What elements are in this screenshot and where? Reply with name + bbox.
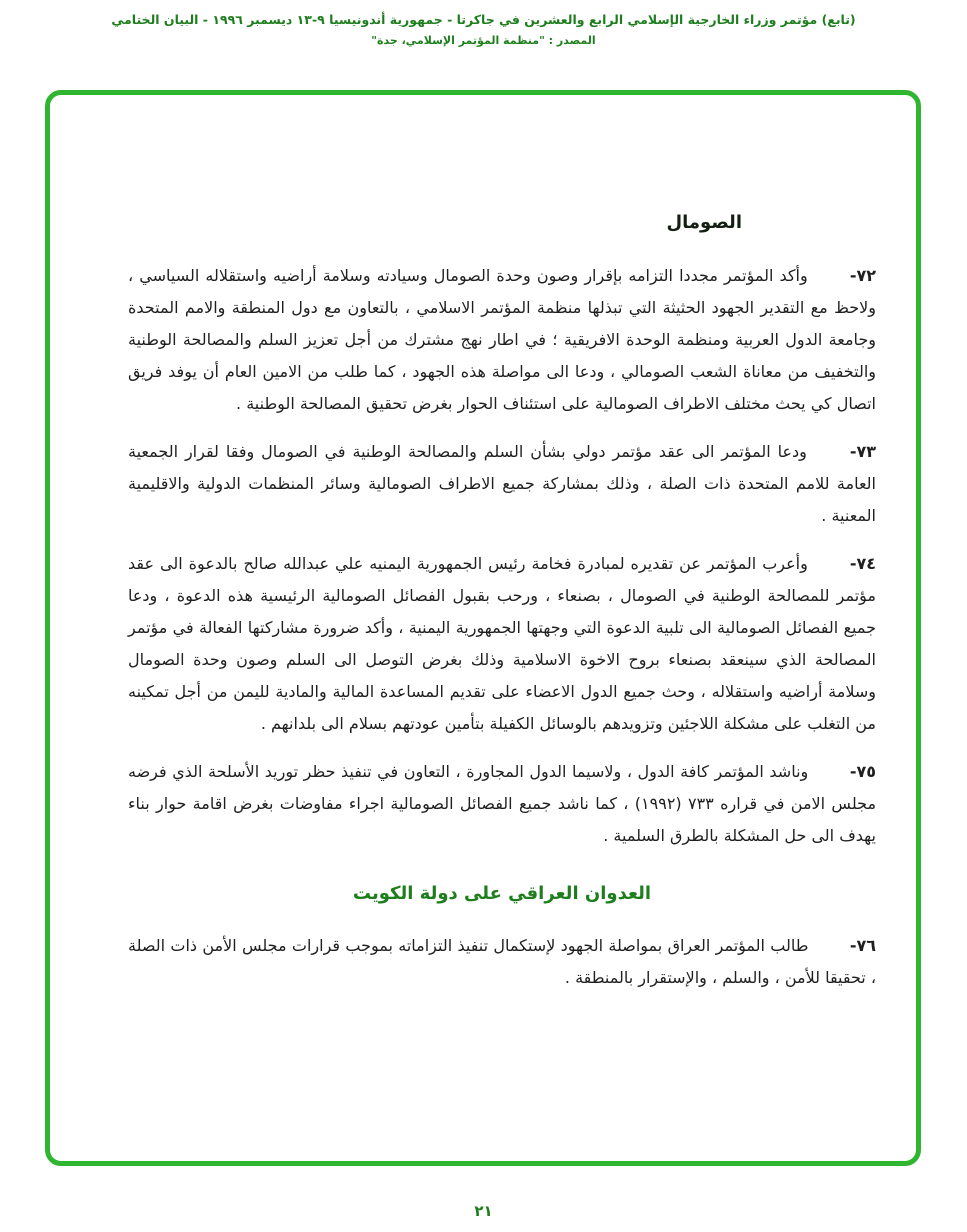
header-title-line: (تابع) مؤتمر وزراء الخارجية الإسلامي الرابع والعشرين في جاكرتا - جمهورية أندونيسيا ٩-١٣ ديسمبر ١٩٩٦ - البيان الختامي — [111, 12, 856, 27]
paragraph-number: ٧٣- — [849, 442, 877, 462]
paragraph-text: ودعا المؤتمر الى عقد مؤتمر دولي بشأن السلم والمصالحة الوطنية في الصومال وفقا لقرار الجمعية العامة للامم المتحدة ذات الصلة ، وذلك بمشاركة جميع الاطراف الصومالية وسائر المنظمات الدولية والاقليمية المعنية . — [128, 442, 876, 526]
section-heading-somalia: الصومال — [666, 212, 742, 233]
paragraph-72 — [128, 260, 876, 420]
green-border-frame — [45, 90, 921, 1166]
document-body — [50, 95, 916, 1161]
paragraph-76 — [128, 930, 876, 994]
paragraph-text: طالب المؤتمر العراق بمواصلة الجهود لإستكمال تنفيذ التزاماته بموجب قرارات مجلس الأمن ذات الصلة ، تحقيقا للأمن ، والسلم ، والإستقرار بالمنطقة . — [128, 935, 876, 987]
paragraph-text: وأعرب المؤتمر عن تقديره لمبادرة فخامة رئيس الجمهورية اليمنيه علي عبدالله صالح بالدعوة الى عقد مؤتمر للمصالحة الوطنية في الصومال ، بصنعاء ، ورحب بقبول الفصائل الصومالية الرئيسية هذه الدعوة ، ودعا جميع الفصائل الصومالية الى تلبية الدعوة التي وجهتها الجمهورية اليمنية ، وأكد ضرورة مشاركتها الفعالة في مؤتمر المصالحة الذي سينعقد بصنعاء بروح الاخوة الاسلامية وذلك بغرض التوصل الى السلم وصون وحدة الصومال وسلامة أراضيه واستقلاله ، وحث جميع الدول الاعضاء على تقديم المساعدة المالية والمادية لليمن من أجل تمكينه من التغلب على مشكلة اللاجئين وتزويدهم بالوسائل الكفيلة بتأمين عودتهم بسلام الى بلدانهم . — [128, 554, 876, 734]
paragraph-74 — [128, 548, 876, 740]
paragraph-text: وناشد المؤتمر كافة الدول ، ولاسيما الدول المجاورة ، التعاون في تنفيذ حظر توريد الأسلحة الذي فرضه مجلس الامن في قراره ٧٣٣ (١٩٩٢) ، كما ناشد جميع الفصائل الصومالية اجراء مفاوضات بغرض اقامة حوار بناء يهدف الى حل المشكلة بالطرق السلمية . — [128, 762, 877, 846]
paragraph-number: ٧٢- — [849, 266, 876, 286]
header-source-line: المصدر : "منظمة المؤتمر الإسلامي، جدة" — [371, 34, 596, 47]
page-number: ٢١ — [474, 1202, 493, 1220]
section-heading-iraqi-aggression-kuwait: العدوان العراقي على دولة الكويت — [352, 883, 652, 905]
paragraph-number: ٧٤- — [849, 554, 877, 574]
paragraph-text: وأكد المؤتمر مجددا التزامه بإقرار وصون وحدة الصومال وسيادته وسلامة أراضيه واستقلاله السياسي ، ولاحظ مع التقدير الجهود الحثيثة التي تبذلها منظمة المؤتمر الاسلامي ، بالتعاون مع دول المنطقة والامم المتحدة وجامعة الدول العربية ومنظمة الوحدة الافريقية ؛ في اطار نهج مشترك من أجل تعزيز السلم والمصالحة الوطنية والتخفيف من معاناة الشعب الصومالي ، ودعا الى مواصلة هذه الجهود ، كما طلب من الامين العام أن يوفد فريق اتصال كي يحث مختلف الاطراف الصومالية على استئناف الحوار بغرض تحقيق المصالحة الوطنية . — [128, 266, 876, 414]
page-header — [0, 12, 967, 47]
paragraph-number: ٧٥- — [849, 762, 876, 782]
paragraph-73 — [128, 436, 876, 532]
paragraph-75 — [128, 756, 876, 852]
paragraph-number: ٧٦- — [849, 935, 877, 955]
